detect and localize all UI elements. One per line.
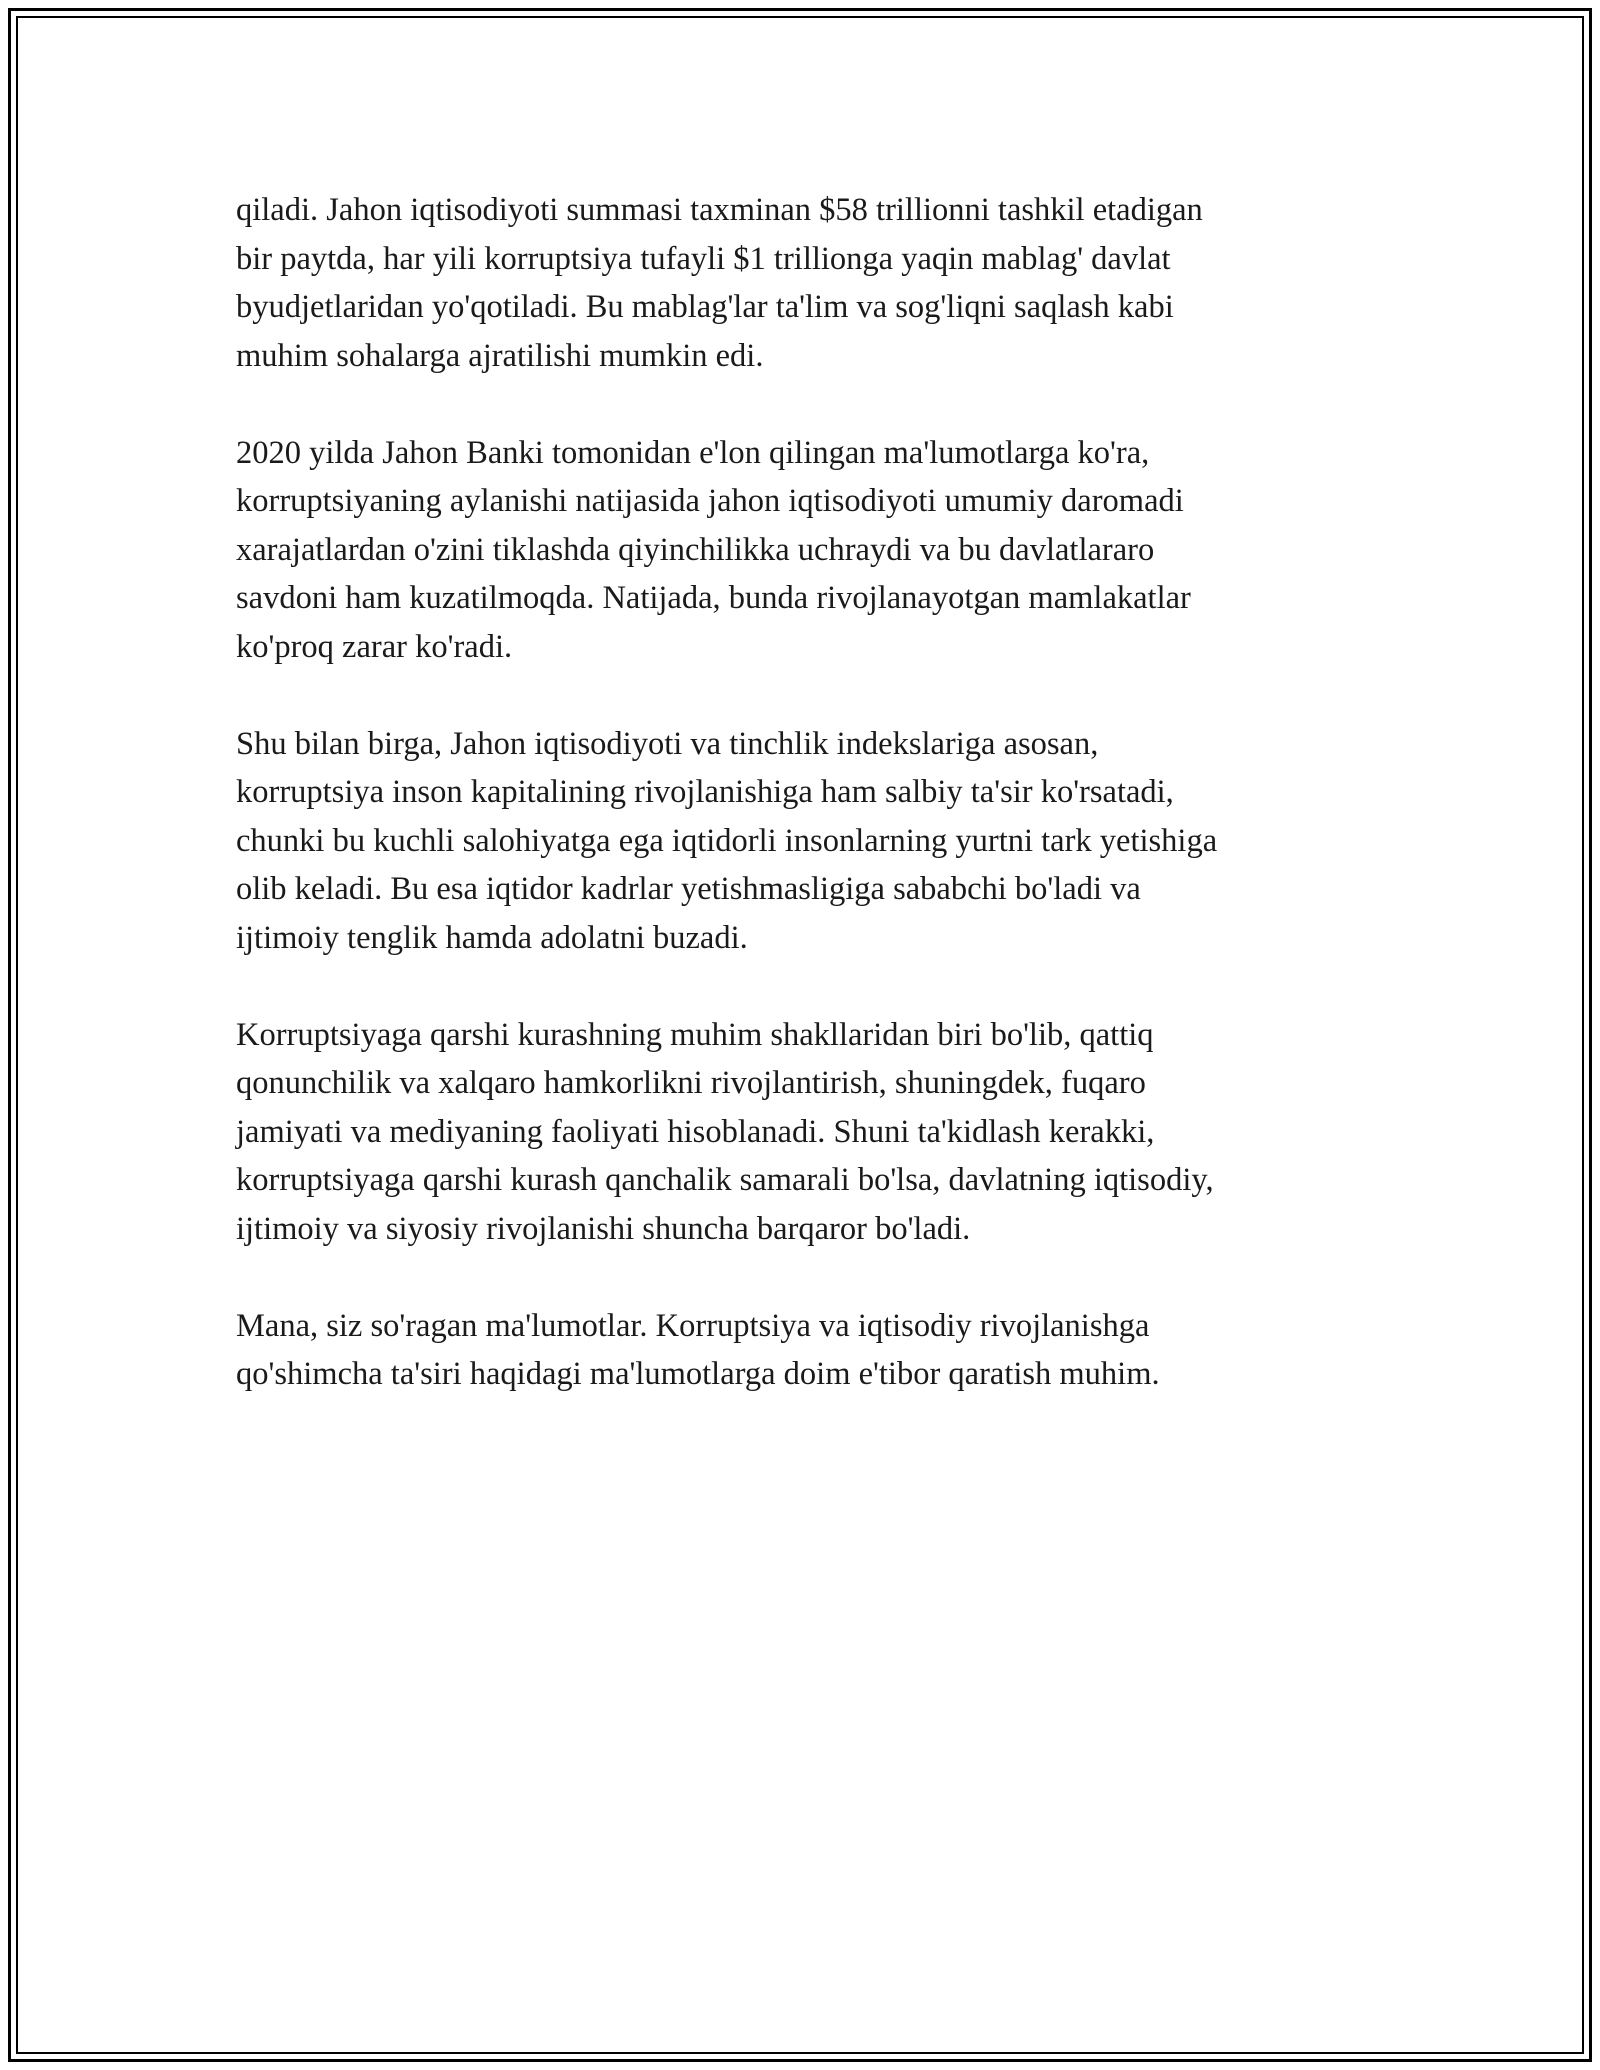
- text-line: bir paytda, har yili korruptsiya tufayli $1 trillionga yaqin mablag' davlat: [236, 240, 1171, 277]
- text-line: olib keladi. Bu esa iqtidor kadrlar yetishmasligiga sababchi bo'ladi va: [236, 871, 1141, 907]
- text-line: muhim sohalarga ajratilishi mumkin edi.: [236, 337, 764, 374]
- text-line: savdoni ham kuzatilmoqda. Natijada, bunda rivojlanayotgan mamlakatlar: [236, 580, 1191, 616]
- text-line: korruptsiya inson kapitalining rivojlanishiga ham salbiy ta'sir ko'rsatadi,: [236, 774, 1174, 810]
- document-body: [236, 186, 1376, 1447]
- text-line: korruptsiyaga qarshi kurash qanchalik samarali bo'lsa, davlatning iqtisodiy,: [236, 1162, 1214, 1198]
- text-line: 2020 yilda Jahon Banki tomonidan e'lon qilingan ma'lumotlarga ko'ra,: [236, 434, 1150, 471]
- text-line: qo'shimcha ta'siri haqidagi ma'lumotlarga doim e'tibor qaratish muhim.: [236, 1356, 1160, 1392]
- paragraph-3: [236, 720, 1376, 963]
- text-line: qonunchilik va xalqaro hamkorlikni rivojlantirish, shuningdek, fuqaro: [236, 1065, 1146, 1101]
- text-line: byudjetlaridan yo'qotiladi. Bu mablag'lar ta'lim va sog'liqni saqlash kabi: [236, 289, 1174, 325]
- text-line: ko'proq zarar ko'radi.: [236, 628, 513, 665]
- paragraph-2: [236, 429, 1376, 672]
- text-line: chunki bu kuchli salohiyatga ega iqtidorli insonlarning yurtni tark yetishiga: [236, 822, 1218, 859]
- text-line: jamiyati va mediyaning faoliyati hisoblanadi. Shuni ta'kidlash kerakki,: [236, 1113, 1155, 1150]
- text-line: Shu bilan birga, Jahon iqtisodiyoti va tinchlik indekslariga asosan,: [236, 725, 1099, 762]
- paragraph-1: [236, 186, 1376, 380]
- text-line: korruptsiyaning aylanishi natijasida jahon iqtisodiyoti umumiy daromadi: [236, 483, 1184, 519]
- text-line: ijtimoiy va siyosiy rivojlanishi shuncha barqaror bo'ladi.: [236, 1210, 971, 1247]
- paragraph-4: [236, 1011, 1376, 1254]
- text-line: ijtimoiy tenglik hamda adolatni buzadi.: [236, 919, 748, 956]
- text-line: Mana, siz so'ragan ma'lumotlar. Korruptsiya va iqtisodiy rivojlanishga: [236, 1307, 1150, 1344]
- text-line: Korruptsiyaga qarshi kurashning muhim shakllaridan biri bo'lib, qattiq: [236, 1016, 1154, 1053]
- text-line: xarajatlardan o'zini tiklashda qiyinchilikka uchraydi va bu davlatlararo: [236, 531, 1155, 568]
- text-line: qiladi. Jahon iqtisodiyoti summasi taxminan $58 trillionni tashkil etadigan: [236, 192, 1203, 228]
- paragraph-5: [236, 1302, 1376, 1399]
